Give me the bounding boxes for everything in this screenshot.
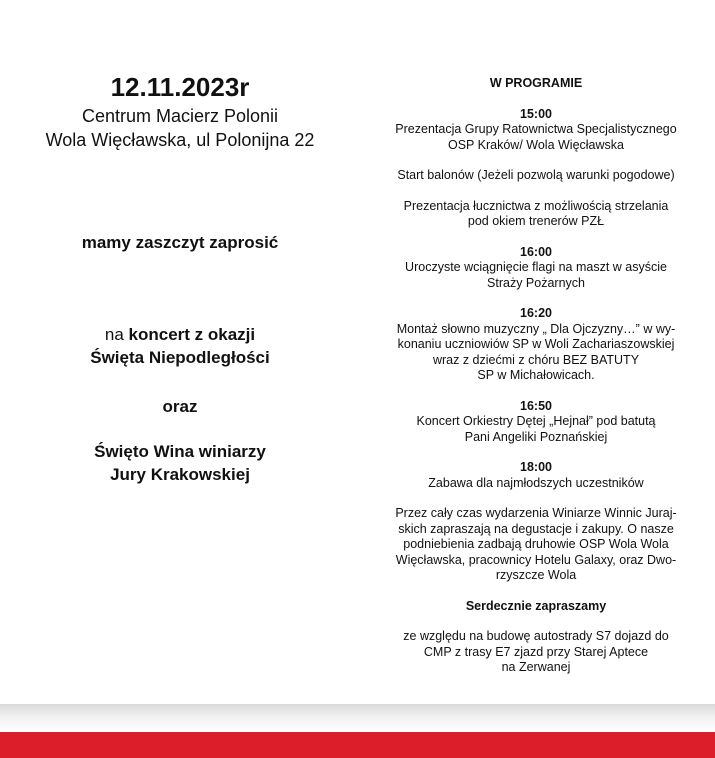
program-entry-1600 <box>390 245 682 292</box>
and-word: oraz <box>162 397 198 416</box>
program-title: W PROGRAMIE <box>489 76 583 90</box>
program-item: Zabawa dla najmłodszych uczestników <box>428 475 644 490</box>
program-time: 16:00 <box>520 244 552 259</box>
wine-festival <box>0 440 360 486</box>
directions-text: ze względu na budowę autostrady S7 dojazd do CMP z trasy E7 zjazd przy Starej Aptece na Zerwanej <box>403 629 669 674</box>
program-item: Prezentacja Grupy Ratownictwa Specjalistycznego OSP Kraków/ Wola Więcławska <box>395 122 677 152</box>
footer-red-band <box>0 732 715 758</box>
program-item: Montaż słowno muzyczny „ Dla Ojczyzny…” w wy- konaniu uczniowiów SP w Woli Zachariaszowskiej wraz z dziećmi z chóru BEZ BATUTY SP w Michałowicach. <box>396 321 676 382</box>
program-item-archery: Prezentacja łucznictwa z możliwością strzelania pod okiem trenerów PZŁ <box>403 198 669 228</box>
program-entry-1650 <box>390 399 682 446</box>
program-entry-1620 <box>390 306 682 384</box>
program-time: 16:20 <box>520 306 552 320</box>
program-time: 18:00 <box>520 460 552 474</box>
program-entry-1800 <box>390 460 682 491</box>
concert-announcement <box>0 323 360 369</box>
program-item-balloons: Start balonów (Jeżeli pozwolą warunki pogodowe) <box>397 168 675 182</box>
venue-address: Wola Więcławska, ul Polonijna 22 <box>45 130 315 150</box>
concert-prefix: na <box>104 325 124 344</box>
program-item: Koncert Orkiestry Dętej „Hejnał” pod batutą Pani Angeliki Poznańskiej <box>416 414 656 444</box>
program-time: 15:00 <box>520 106 552 121</box>
concert-line-1 <box>0 323 360 346</box>
program-column <box>390 76 682 691</box>
venue-name: Centrum Macierz Polonii <box>81 106 279 126</box>
program-entry-1500 <box>390 107 682 154</box>
event-date: 12.11.2023r <box>110 72 250 102</box>
event-header <box>0 70 360 152</box>
invite-text: mamy zaszczyt zaprosić <box>81 233 279 252</box>
program-item: Uroczyste wciągnięcie flagi na maszt w asyście Straży Pożarnych <box>405 260 667 290</box>
concert-line-2: Święta Niepodległości <box>90 348 270 367</box>
footer-white-band <box>0 704 715 732</box>
program-time: 16:50 <box>520 398 552 413</box>
wine-line-2: Jury Krakowskiej <box>110 465 250 484</box>
concert-bold: koncert z okazji <box>128 325 256 344</box>
wine-line-1: Święto Wina winiarzy <box>94 442 266 461</box>
closing-text: Serdecznie zapraszamy <box>465 598 607 613</box>
program-note: Przez cały czas wydarzenia Winiarze Winnic Juraj- skich zapraszają na degustacje i zakupy. O nasze podniebienia zadbają druhowie OSP Wola Wola Więcławska, pracownicy Hotelu Galaxy, oraz Dwo- rzyszcze Wola <box>395 506 677 582</box>
